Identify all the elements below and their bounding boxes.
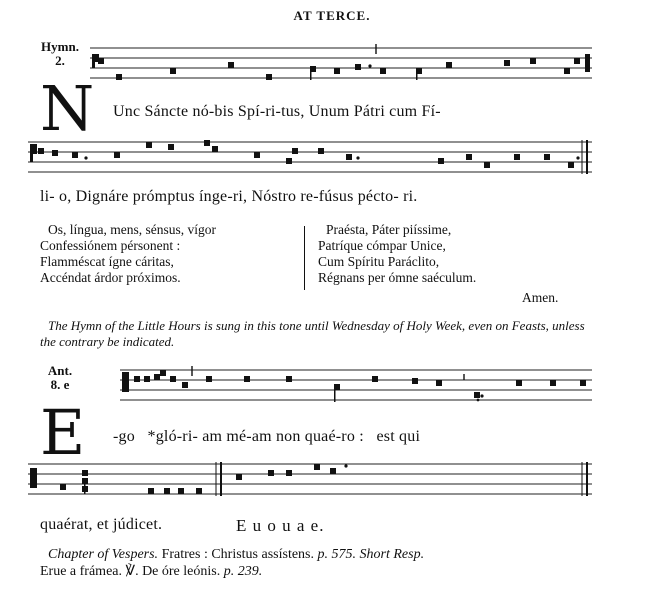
short-resp-page-ref: p. 239. xyxy=(223,564,263,579)
antiphon-label-text: Ant. xyxy=(47,363,73,378)
verse-right xyxy=(318,222,476,286)
hymn-label xyxy=(30,40,90,68)
chapter-block xyxy=(40,546,600,580)
verse-left-line-2: Confessiónem pérsonent : xyxy=(40,238,181,253)
verse-left-line-1: Os, língua, mens, sénsus, vígor xyxy=(48,222,216,237)
antiphon-label xyxy=(30,364,90,392)
hymn-staff-1 xyxy=(90,44,592,90)
chapter-label: Chapter of Vespers. xyxy=(48,547,159,562)
verse-divider xyxy=(304,226,305,290)
chapter-line-1 xyxy=(40,546,600,563)
antiphon-lyrics-line-1: -go *gló-ri- am mé-am non quaé-ro : est qui xyxy=(113,428,421,445)
rubric: The Hymn of the Little Hours is sung in this tone until Wednesday of Holy Week, even on Feasts, unless the contrary be indicated. xyxy=(40,318,585,349)
chapter-text: Fratres : Christus assístens. xyxy=(161,547,315,562)
hymn-lyrics-line-1: Unc Sáncte nó-bis Spí-ri-tus, Unum Pátri cum Fí- xyxy=(113,103,441,120)
short-resp-label: Short Resp. xyxy=(359,547,425,562)
antiphon-staff-2 xyxy=(28,460,592,502)
verse-right-line-4: Régnans per ómne saéculum. xyxy=(318,270,477,285)
verse-right-line-1: Praésta, Páter piíssime, xyxy=(326,222,452,237)
verse-left-line-4: Accéndat árdor próximos. xyxy=(40,270,181,285)
hymn-label-text: Hymn. xyxy=(41,39,79,54)
hymn-staff-2 xyxy=(28,138,592,178)
hymn-lyrics-line-2: li- o, Dignáre prómptus ínge-ri, Nóstro re-fúsus pécto- ri. xyxy=(40,188,418,205)
verse-left xyxy=(40,222,216,286)
hymn-initial: N xyxy=(40,72,95,145)
verse-left-line-3: Flamméscat ígne cáritas, xyxy=(40,254,174,269)
antiphon-staff-1 xyxy=(120,366,592,408)
antiphon-lyrics-line-2: quaérat, et júdicet. xyxy=(40,516,163,533)
chapter-page-ref: p. 575. xyxy=(317,547,357,562)
page-header: AT TERCE. xyxy=(293,8,371,23)
short-resp-text: Erue a frámea. ℣. De óre leónis. xyxy=(40,564,221,579)
antiphon-initial: E xyxy=(40,396,86,469)
verse-right-line-3: Cum Spíritu Paráclito, xyxy=(318,254,440,269)
euouae: E u o u a e. xyxy=(236,516,325,535)
amen: Amen. xyxy=(522,290,559,305)
antiphon-mode: 8. e xyxy=(50,377,70,392)
verse-right-line-2: Patríque cómpar Unice, xyxy=(318,238,446,253)
chapter-line-2 xyxy=(40,563,600,580)
hymn-number: 2. xyxy=(55,53,65,68)
